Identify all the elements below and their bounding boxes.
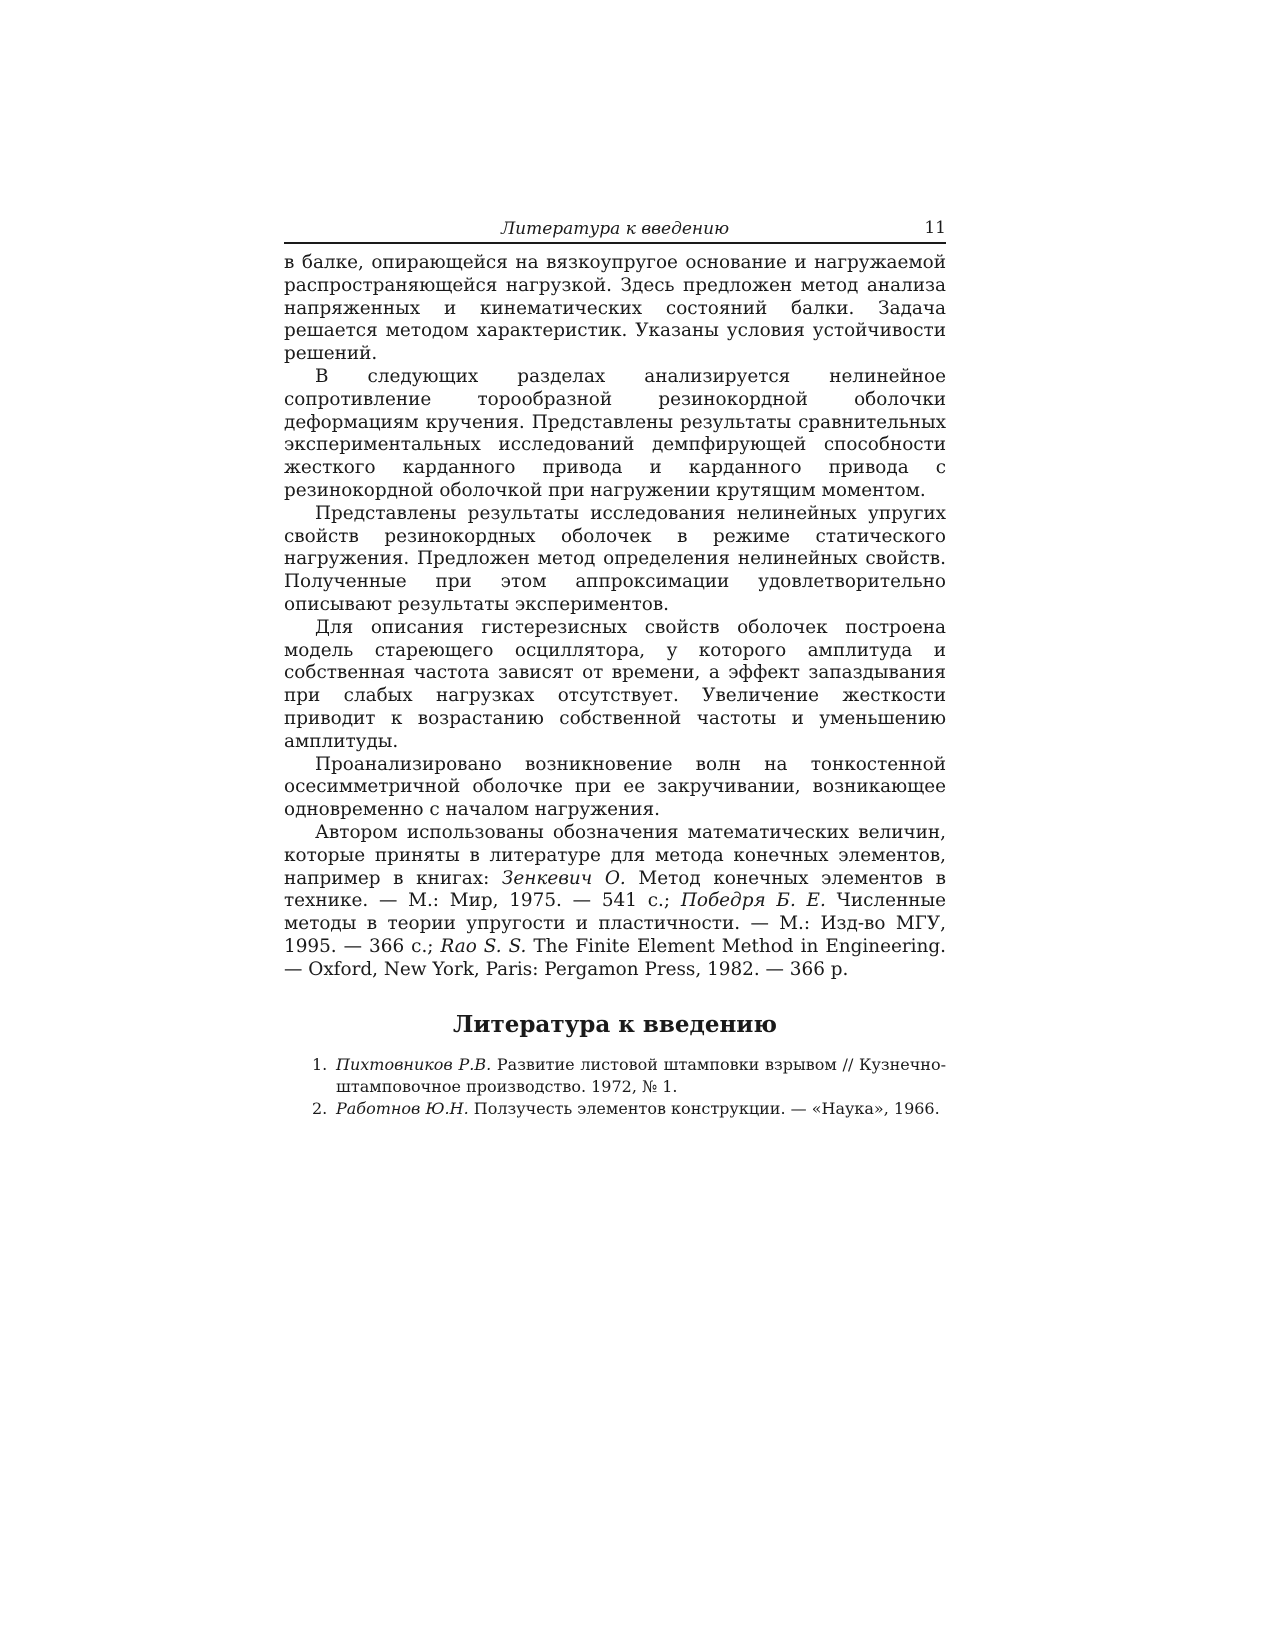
paragraph (284, 366, 946, 503)
running-head-title: Литература к введению (500, 219, 730, 239)
reference-item (284, 1098, 946, 1120)
body-text (284, 252, 946, 982)
reference-author: Работнов Ю.Н. (336, 1098, 469, 1118)
paragraph-text: Численные методы в теории упругости и пластичности. — М.: Изд-во МГУ, 1995. — 366 с.; (284, 890, 946, 957)
citation-author: Rao S. S. (440, 935, 527, 957)
paragraph (284, 754, 946, 822)
reference-text: Развитие листовой штамповки взрывом // Кузнечно-штамповочное производство. 1972, № 1. (336, 1054, 946, 1096)
paragraph-notation (284, 822, 946, 982)
paragraph (284, 503, 946, 617)
reference-author: Пихтовников Р.В. (336, 1054, 492, 1074)
reference-number: 1. (312, 1054, 328, 1074)
reference-list (284, 1054, 946, 1120)
reference-text: Ползучесть элементов конструкции. — «Наука», 1966. (468, 1098, 940, 1118)
citation-author: Победря Б. Е. (680, 890, 826, 912)
section-heading: Литература к введению (453, 1010, 777, 1038)
paragraph-text: Автором использованы обозначения математических величин, которые приняты в литературе для метода конечных элементов, например в книгах: (284, 821, 946, 889)
paragraph-text: Проанализировано возникновение волн на тонкостенной осесимметричной оболочке при ее закручивании, возникающее одновременно с началом нагружения. (284, 753, 946, 821)
paragraph-text: Для описания гистерезисных свойств оболочек построена модель стареющего осциллятора, у которого амплитуда и собственная частота зависят от времени, а эффект запаздывания при слабых нагрузках отсутствует. Увеличение жесткости приводит к возрастанию собственной частоты и уменьшению амплитуды. (284, 616, 946, 752)
reference-item (284, 1054, 946, 1098)
reference-number: 2. (312, 1098, 328, 1118)
paragraph-text: Метод конечных элементов в технике. — М.: Мир, 1975. — 541 с.; (284, 867, 946, 912)
paragraph (284, 617, 946, 754)
paragraph-text: в балке, опирающейся на вязкоупругое основание и нагружаемой распространяющейся нагрузкой. Здесь предложен метод анализа напряженных и кинематических состояний балки. Задача решается методом характеристик. Указаны условия устойчивости решений. (284, 252, 946, 365)
paragraph-text: Представлены результаты исследования нелинейных упругих свойств резинокордных оболочек в режиме статического нагружения. Предложен метод определения нелинейных свойств. Полученные при этом аппроксимации удовлетворительно описывают результаты экспериментов. (284, 502, 946, 615)
book-page (284, 218, 946, 1120)
paragraph (284, 252, 946, 366)
paragraph-text: The Finite Element Method in Engineering. — Oxford, New York, Paris: Pergamon Press, 1982. — 366 p. (284, 935, 946, 980)
page-number: 11 (924, 218, 946, 238)
citation-author: Зенкевич О. (501, 867, 626, 889)
running-head (284, 218, 946, 244)
paragraph-text: В следующих разделах анализируется нелинейное сопротивление торообразной резинокордной оболочки деформациям кручения. Представлены результаты сравнительных экспериментальных исследований демпфирующей способности жесткого карданного привода и карданного привода с резинокордной оболочкой при нагружении крутящим моментом. (284, 365, 946, 501)
